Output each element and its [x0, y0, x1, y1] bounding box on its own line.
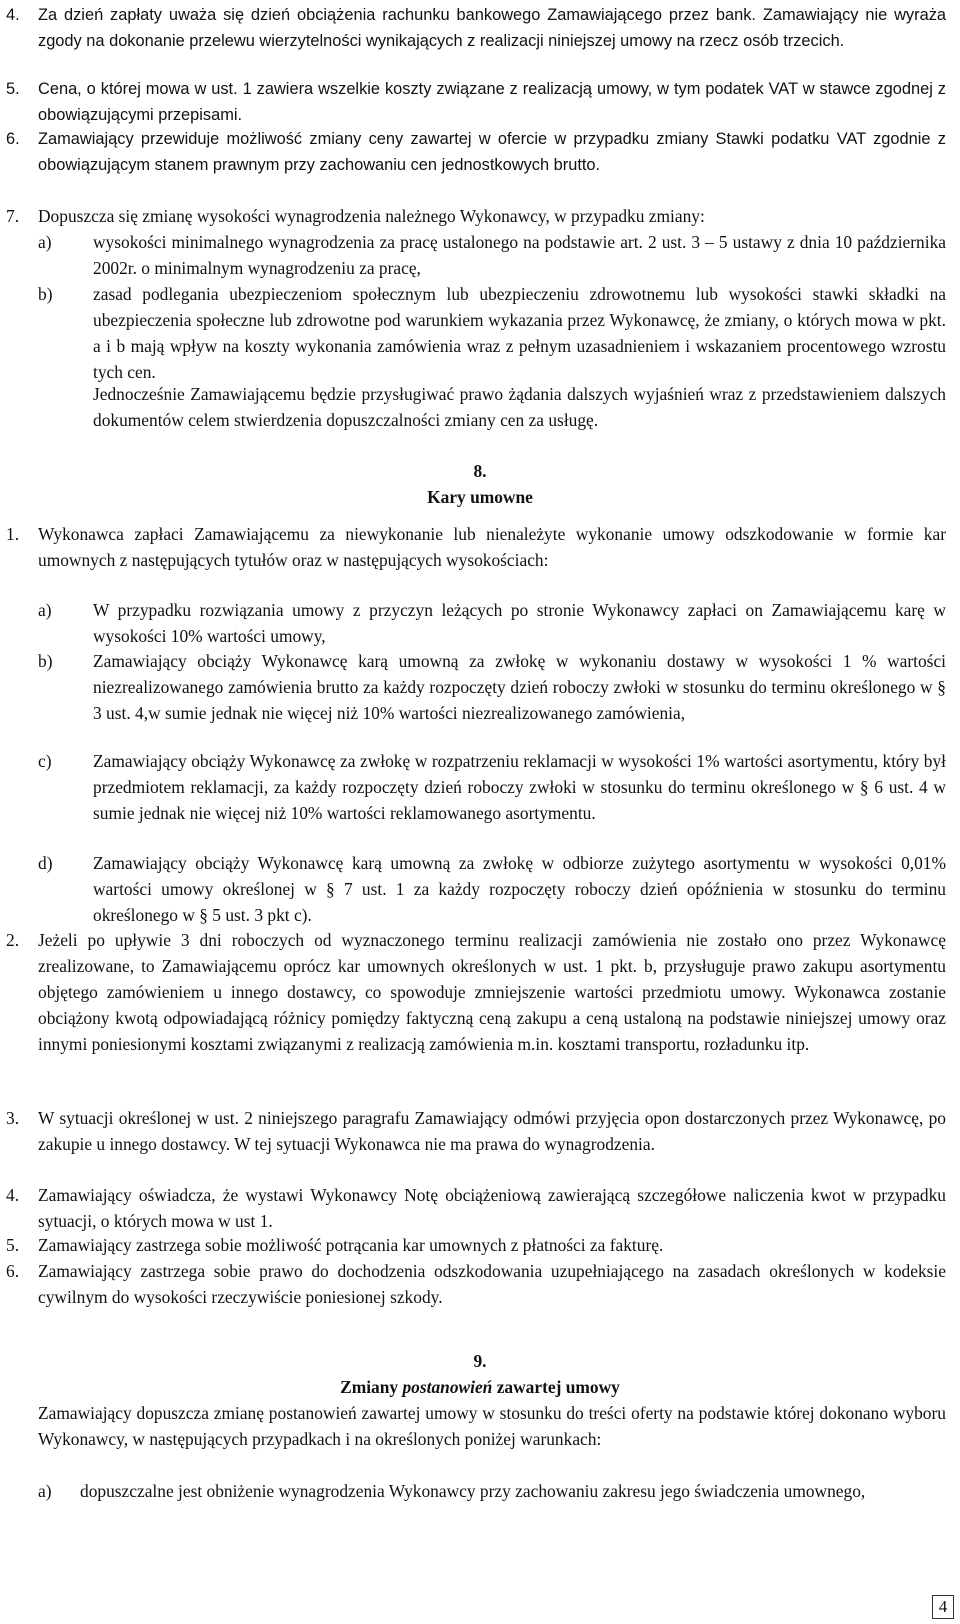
closing-text: Jednocześnie Zamawiającemu będzie przysługiwać prawo żądania dalszych wyjaśnień wraz z przedstawieniem dalszych dokumentów celem stwierdzenia dopuszczalności zmiany cen za usługę. [93, 384, 946, 430]
penalty-clause-2 [6, 927, 946, 1057]
penalty-sub-b [38, 648, 946, 726]
clause-text: Za dzień zapłaty uważa się dzień obciążenia rachunku bankowego Zamawiającego przez bank. Zamawiający nie wyraża zgody na dokonanie przelewu wierzytelności wynikających z realizacji niniejszej umowy na rzecz osób trzecich. [38, 6, 946, 50]
penalty-sub-c [38, 748, 946, 826]
penalty-clause-1 [6, 521, 946, 573]
clause-number: 7. [6, 206, 20, 226]
clause-number: 5. [6, 1235, 20, 1255]
clause-number: 4. [6, 6, 20, 24]
sub-label: a) [38, 1481, 52, 1501]
sub-label: a) [38, 600, 52, 620]
intro-text: Zamawiający dopuszcza zmianę postanowień zawartej umowy w stosunku do treści oferty na podstawie której dokonano wyboru Wykonawcy, w następujących przypadkach i na określonych poniżej warunkach: [38, 1403, 946, 1449]
sub-text: Zamawiający obciąży Wykonawcę za zwłokę w rozpatrzeniu reklamacji w wysokości 1% wartości asortymentu, który był przedmiotem reklamacji, za każdy rozpoczęty dzień roboczy zwłoki w stosunku do terminu określonego w § 6 ust. 4 w sumie jednak nie więcej niż 10% wartości reklamowanego asortymentu. [93, 751, 946, 823]
clause-text: Zamawiający zastrzega sobie możliwość potrącania kar umownych z płatności za fakturę. [38, 1235, 664, 1255]
clause-7-closing [93, 381, 946, 433]
sub-text: Zamawiający obciąży Wykonawcę karą umowną za zwłokę w wykonaniu dostawy w wysokości 1 % wartości niezrealizowanego zamówienia brutto za każdy rozpoczęty dzień roboczy zwłoki w stosunku do terminu określonego w § 3 ust. 4,w sumie jednak nie więcej niż 10% wartości niezrealizowanego zamówienia, [93, 651, 946, 723]
section-9-intro [38, 1400, 946, 1452]
clause-7-sub-b [38, 281, 946, 385]
clause-text: Wykonawca zapłaci Zamawiającemu za niewykonanie lub nienależyte wykonanie umowy odszkodowanie w formie kar umownych z następujących tytułów oraz w następujących wysokościach: [38, 524, 946, 570]
clause-text: Jeżeli po upływie 3 dni roboczych od wyznaczonego terminu realizacji zamówienia nie zostało ono przez Wykonawcę zrealizowane, to Zamawiającemu oprócz kar umownych określonych w ust. 1 pkt. b, przysługuje prawo zakupu asortymentu objętego zamówieniem u innego dostawcy, co spowoduje zmniejszenie wartości przedmiotu umowy. Wykonawca zostanie obciążony kwotą odpowiadającą różnicy pomiędzy faktyczną ceną zakupu a ceną ustaloną na podstawie niniejszej umowy oraz innymi poniesionymi kosztami związanymi z realizacją zamówienia m.in. kosztami transportu, rozładunku itp. [38, 930, 946, 1054]
page-number: 4 [932, 1595, 954, 1619]
title-italic-part: postanowień [402, 1377, 493, 1397]
sub-text: Zamawiający obciąży Wykonawcę karą umowną za zwłokę w odbiorze zużytego asortymentu w wysokości 0,01% wartości umowy określonej w § 7 ust. 1 za każdy rozpoczęty roboczy dzień opóźnienia w stosunku do terminu określonego w § 5 ust. 3 pkt c). [93, 853, 946, 925]
sub-text: dopuszczalne jest obniżenie wynagrodzenia Wykonawcy przy zachowaniu zakresu jego świadczenia umownego, [80, 1481, 866, 1501]
penalty-sub-a [38, 597, 946, 649]
clause-number: 1. [6, 524, 20, 544]
clause-number: 6. [6, 1261, 20, 1281]
penalty-clause-5 [6, 1232, 946, 1258]
clause-text: Cena, o której mowa w ust. 1 zawiera wszelkie koszty związane z realizacją umowy, w tym podatek VAT w stawce zgodnej z obowiązującymi przepisami. [38, 80, 946, 124]
clause-text: Zamawiający zastrzega sobie prawo do dochodzenia odszkodowania uzupełniającego na zasadach określonych w kodeksie cywilnym do wysokości rzeczywiście poniesionej szkody. [38, 1261, 946, 1307]
sub-label: b) [38, 651, 53, 671]
section-8-title: Kary umowne [427, 487, 533, 507]
sub-label: a) [38, 232, 52, 252]
clause-6 [6, 126, 946, 178]
penalty-clause-4 [6, 1182, 946, 1234]
clause-7-sub-a [38, 229, 946, 281]
clause-text: Zamawiający przewiduje możliwość zmiany ceny zawartej w ofercie w przypadku zmiany Stawki podatku VAT zgodnie z obowiązującym stanem prawnym przy zachowaniu cen jednostkowych brutto. [38, 130, 946, 174]
clause-text: W sytuacji określonej w ust. 2 niniejszego paragrafu Zamawiający odmówi przyjęcia opon dostarczonych przez Wykonawcę, po zakupie u innego dostawcy. W tej sytuacji Wykonawca nie ma prawa do wynagrodzenia. [38, 1108, 946, 1154]
sub-text: wysokości minimalnego wynagrodzenia za pracę ustalonego na podstawie art. 2 ust. 3 – 5 ustawy z dnia 10 października 2002r. o minimalnym wynagrodzeniu za pracę, [93, 232, 946, 278]
section-9-title [0, 1374, 960, 1400]
penalty-sub-d [38, 850, 946, 928]
section-8-number: 8. [473, 461, 487, 481]
clause-number: 4. [6, 1185, 20, 1205]
penalty-clause-6 [6, 1258, 946, 1310]
sub-label: d) [38, 853, 53, 873]
sub-label: c) [38, 751, 52, 771]
clause-text: Dopuszcza się zmianę wysokości wynagrodzenia należnego Wykonawcy, w przypadku zmiany: [38, 206, 705, 226]
sub-text: zasad podlegania ubezpieczeniom społecznym lub ubezpieczeniu zdrowotnemu lub wysokości stawki składki na ubezpieczenia społeczne lub zdrowotne pod warunkiem wykazania przez Wykonawcę, że zmiany, o których mowa w pkt. a i b mają wpływ na koszty wykonania zamówienia wraz z pełnym uzasadnieniem i wskazaniem procentowego wzrostu tych cen. [93, 284, 946, 382]
clause-number: 6. [6, 130, 20, 148]
section-9-sub-a [38, 1478, 946, 1504]
clause-number: 3. [6, 1108, 20, 1128]
clause-text: Zamawiający oświadcza, że wystawi Wykonawcy Notę obciążeniową zawierającą szczegółowe naliczenia kwot w przypadku sytuacji, o których mowa w ust 1. [38, 1185, 946, 1231]
clause-number: 2. [6, 930, 20, 950]
clause-7 [6, 203, 946, 229]
title-part: Zmiany [340, 1377, 403, 1397]
clause-4 [6, 2, 946, 54]
title-part: zawartej umowy [492, 1377, 620, 1397]
sub-label: b) [38, 284, 53, 304]
clause-number: 5. [6, 80, 20, 98]
section-9-number: 9. [473, 1351, 487, 1371]
sub-text: W przypadku rozwiązania umowy z przyczyn leżących po stronie Wykonawcy zapłaci on Zamawiającemu karę w wysokości 10% wartości umowy, [93, 600, 946, 646]
clause-5 [6, 76, 946, 128]
penalty-clause-3 [6, 1105, 946, 1157]
